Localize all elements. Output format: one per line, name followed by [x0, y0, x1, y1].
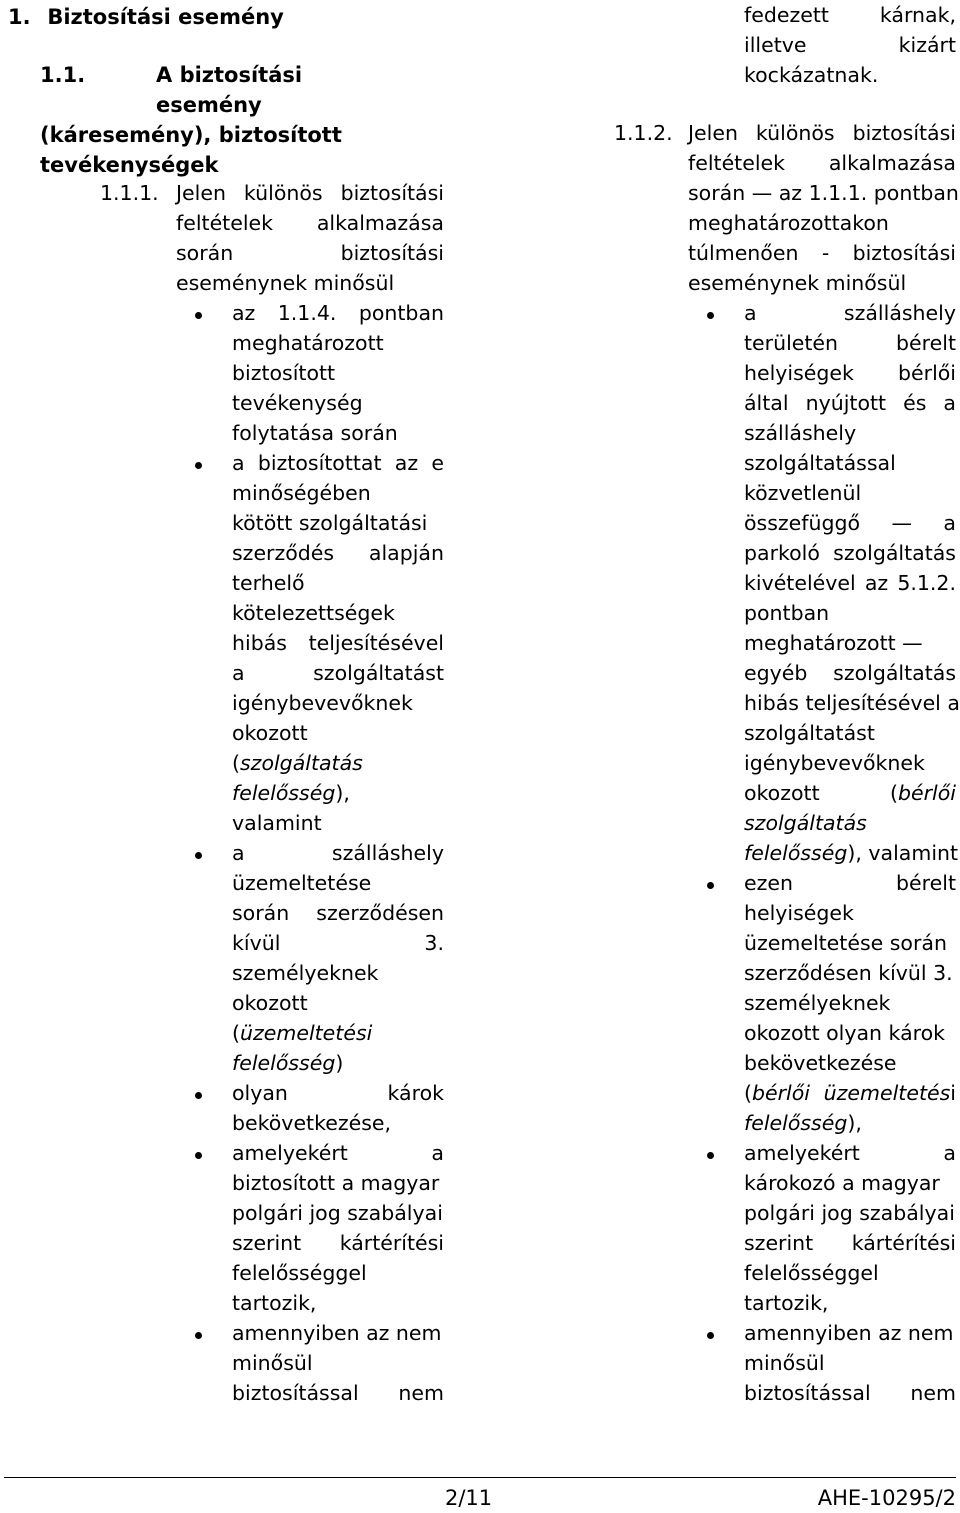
- bullet-line: a szolgáltatást: [232, 661, 444, 685]
- bullet-line: minősül: [744, 1351, 825, 1375]
- bullet-line: hibás teljesítésével a: [744, 691, 960, 715]
- document-id: AHE-10295/2: [817, 1486, 956, 1510]
- bullet-line: felelősség): [232, 1051, 344, 1075]
- bullet-line: minősül: [232, 1351, 313, 1375]
- section-title: Biztosítási esemény: [47, 5, 284, 29]
- clause-line: során biztosítási: [176, 241, 444, 265]
- bullet-line: felelősség),: [744, 1111, 862, 1135]
- bullet-dot-icon: [707, 882, 714, 889]
- bullet-line: helyiségek bérlői: [744, 361, 956, 385]
- bullet-line: szálláshely: [744, 421, 857, 445]
- clause-text: [688, 118, 959, 298]
- bullet-line: biztosítással nem: [232, 1381, 444, 1405]
- clause-text: [176, 178, 444, 298]
- bullet-dot-icon: [195, 1152, 202, 1159]
- bullet-line: felelősséggel: [232, 1261, 367, 1285]
- clause-line: során — az 1.1.1. pontban: [688, 181, 959, 205]
- bullet-line: olyan károk: [232, 1081, 444, 1105]
- bullet-line: személyeknek: [232, 961, 379, 985]
- bullet-line: biztosítással nem: [744, 1381, 956, 1405]
- bullet-line: bekövetkezése,: [232, 1111, 392, 1135]
- bullet-line: biztosított a magyar: [232, 1171, 440, 1195]
- bullet-line: hibás teljesítésével: [232, 631, 444, 655]
- bullet-line: meghatározott —: [744, 631, 923, 655]
- bullet-item: [232, 1138, 444, 1318]
- bullet-line: (szolgáltatás: [232, 751, 363, 775]
- bullet-line: által nyújtott és a: [744, 391, 956, 415]
- bullet-line: a szálláshely: [232, 841, 444, 865]
- bullet-line: az 1.1.4. pontban: [232, 301, 444, 325]
- clause-line: eseménynek minősül: [688, 271, 907, 295]
- section-heading: [8, 2, 284, 32]
- bullet-line: igénybevevőknek: [744, 751, 925, 775]
- clause-line: túlmenően - biztosítási: [688, 241, 956, 265]
- bullet-line: szolgáltatást: [744, 721, 875, 745]
- bullet-line: közvetlenül: [744, 481, 862, 505]
- bullet-item: [744, 1318, 956, 1408]
- bullet-item: [232, 298, 444, 448]
- bullet-line: során szerződésen: [232, 901, 444, 925]
- bullet-line: igénybevevőknek: [232, 691, 413, 715]
- bullet-line: polgári jog szabályai: [232, 1201, 443, 1225]
- continued-line: kockázatnak.: [744, 63, 879, 87]
- bullet-dot-icon: [707, 312, 714, 319]
- clause-line: meghatározottakon: [688, 211, 889, 235]
- bullet-line: területén bérelt: [744, 331, 956, 355]
- bullet-line: biztosított: [232, 361, 336, 385]
- bullet-dot-icon: [195, 312, 202, 319]
- right-bullet-list: [744, 298, 960, 1408]
- bullet-line: üzemeltetése: [232, 871, 372, 895]
- bullet-line: szolgáltatással: [744, 451, 896, 475]
- bullet-line: pontban: [744, 601, 830, 625]
- bullet-line: a szálláshely: [744, 301, 956, 325]
- bullet-line: felelősség),: [232, 781, 350, 805]
- clause-line: eseménynek minősül: [176, 271, 395, 295]
- subsection-title-line-1: A biztosítási esemény: [156, 63, 303, 117]
- bullet-line: terhelő: [232, 571, 305, 595]
- continued-line: fedezett kárnak,: [744, 3, 956, 27]
- bullet-item: [232, 1078, 444, 1138]
- bullet-dot-icon: [195, 462, 202, 469]
- bullet-line: (üzemeltetési: [232, 1021, 373, 1045]
- bullet-dot-icon: [707, 1332, 714, 1339]
- bullet-line: parkoló szolgáltatás: [744, 541, 956, 565]
- bullet-line: felelősséggel: [744, 1261, 879, 1285]
- bullet-line: szerződés alapján: [232, 541, 444, 565]
- bullet-line: szolgáltatás: [744, 811, 867, 835]
- continued-lines: [744, 0, 956, 90]
- bullet-line: okozott: [232, 991, 308, 1015]
- bullet-line: okozott (bérlői: [744, 781, 956, 805]
- bullet-line: minőségében: [232, 481, 371, 505]
- bullet-line: egyéb szolgáltatás: [744, 661, 956, 685]
- subsection-heading: [40, 60, 410, 180]
- bullet-line: üzemeltetése során: [744, 931, 947, 955]
- bullet-dot-icon: [707, 1152, 714, 1159]
- bullet-line: valamint: [232, 811, 322, 835]
- clause-line: Jelen különös biztosítási: [176, 181, 444, 205]
- bullet-line: ezen bérelt: [744, 871, 956, 895]
- bullet-line: szerint kártérítési: [744, 1231, 956, 1255]
- bullet-line: kötelezettségek: [232, 601, 395, 625]
- bullet-line: okozott olyan károk: [744, 1021, 946, 1045]
- clause-number: 1.1.1.: [100, 181, 159, 205]
- bullet-item: [232, 1318, 444, 1408]
- subsection-title-line-2: (káresemény), biztosított: [40, 123, 342, 147]
- footer-divider: [4, 1477, 956, 1478]
- bullet-line: (bérlői üzemeltetési: [744, 1081, 956, 1105]
- bullet-line: a biztosítottat az e: [232, 451, 444, 475]
- bullet-line: tartozik,: [744, 1291, 829, 1315]
- bullet-line: szerződésen kívül 3.: [744, 961, 953, 985]
- clause-line: feltételek alkalmazása: [688, 151, 956, 175]
- bullet-item: [744, 868, 956, 1138]
- bullet-dot-icon: [195, 852, 202, 859]
- bullet-line: tevékenység: [232, 391, 363, 415]
- bullet-line: folytatása során: [232, 421, 398, 445]
- subsection-number: 1.1.: [40, 63, 86, 87]
- bullet-line: okozott: [232, 721, 308, 745]
- bullet-line: polgári jog szabályai: [744, 1201, 955, 1225]
- bullet-item: [744, 298, 960, 868]
- bullet-line: kívül 3.: [232, 931, 444, 955]
- bullet-line: helyiségek: [744, 901, 854, 925]
- bullet-line: kötött szolgáltatási: [232, 511, 428, 535]
- section-number: 1.: [8, 5, 31, 29]
- bullet-item: [744, 1138, 956, 1318]
- page-number: 2/11: [445, 1486, 493, 1510]
- bullet-line: szerint kártérítési: [232, 1231, 444, 1255]
- bullet-line: tartozik,: [232, 1291, 317, 1315]
- bullet-line: amelyekért a: [744, 1141, 956, 1165]
- clause-line: Jelen különös biztosítási: [688, 121, 956, 145]
- left-bullet-list: [232, 298, 444, 1408]
- clause-number: 1.1.2.: [614, 121, 673, 145]
- bullet-line: bekövetkezése: [744, 1051, 897, 1075]
- bullet-dot-icon: [195, 1092, 202, 1099]
- bullet-dot-icon: [195, 1332, 202, 1339]
- bullet-line: meghatározott: [232, 331, 384, 355]
- bullet-line: felelősség), valamint: [744, 841, 959, 865]
- bullet-line: amelyekért a: [232, 1141, 444, 1165]
- bullet-item: [232, 838, 444, 1078]
- bullet-line: amennyiben az nem: [232, 1321, 442, 1345]
- bullet-line: károkozó a magyar: [744, 1171, 940, 1195]
- clause-line: feltételek alkalmazása: [176, 211, 444, 235]
- bullet-line: személyeknek: [744, 991, 891, 1015]
- bullet-line: összefüggő — a: [744, 511, 956, 535]
- continued-line: illetve kizárt: [744, 33, 956, 57]
- subsection-title-line-3: tevékenységek: [40, 153, 219, 177]
- bullet-line: amennyiben az nem: [744, 1321, 954, 1345]
- bullet-item: [232, 448, 444, 838]
- bullet-line: kivételével az 5.1.2.: [744, 571, 956, 595]
